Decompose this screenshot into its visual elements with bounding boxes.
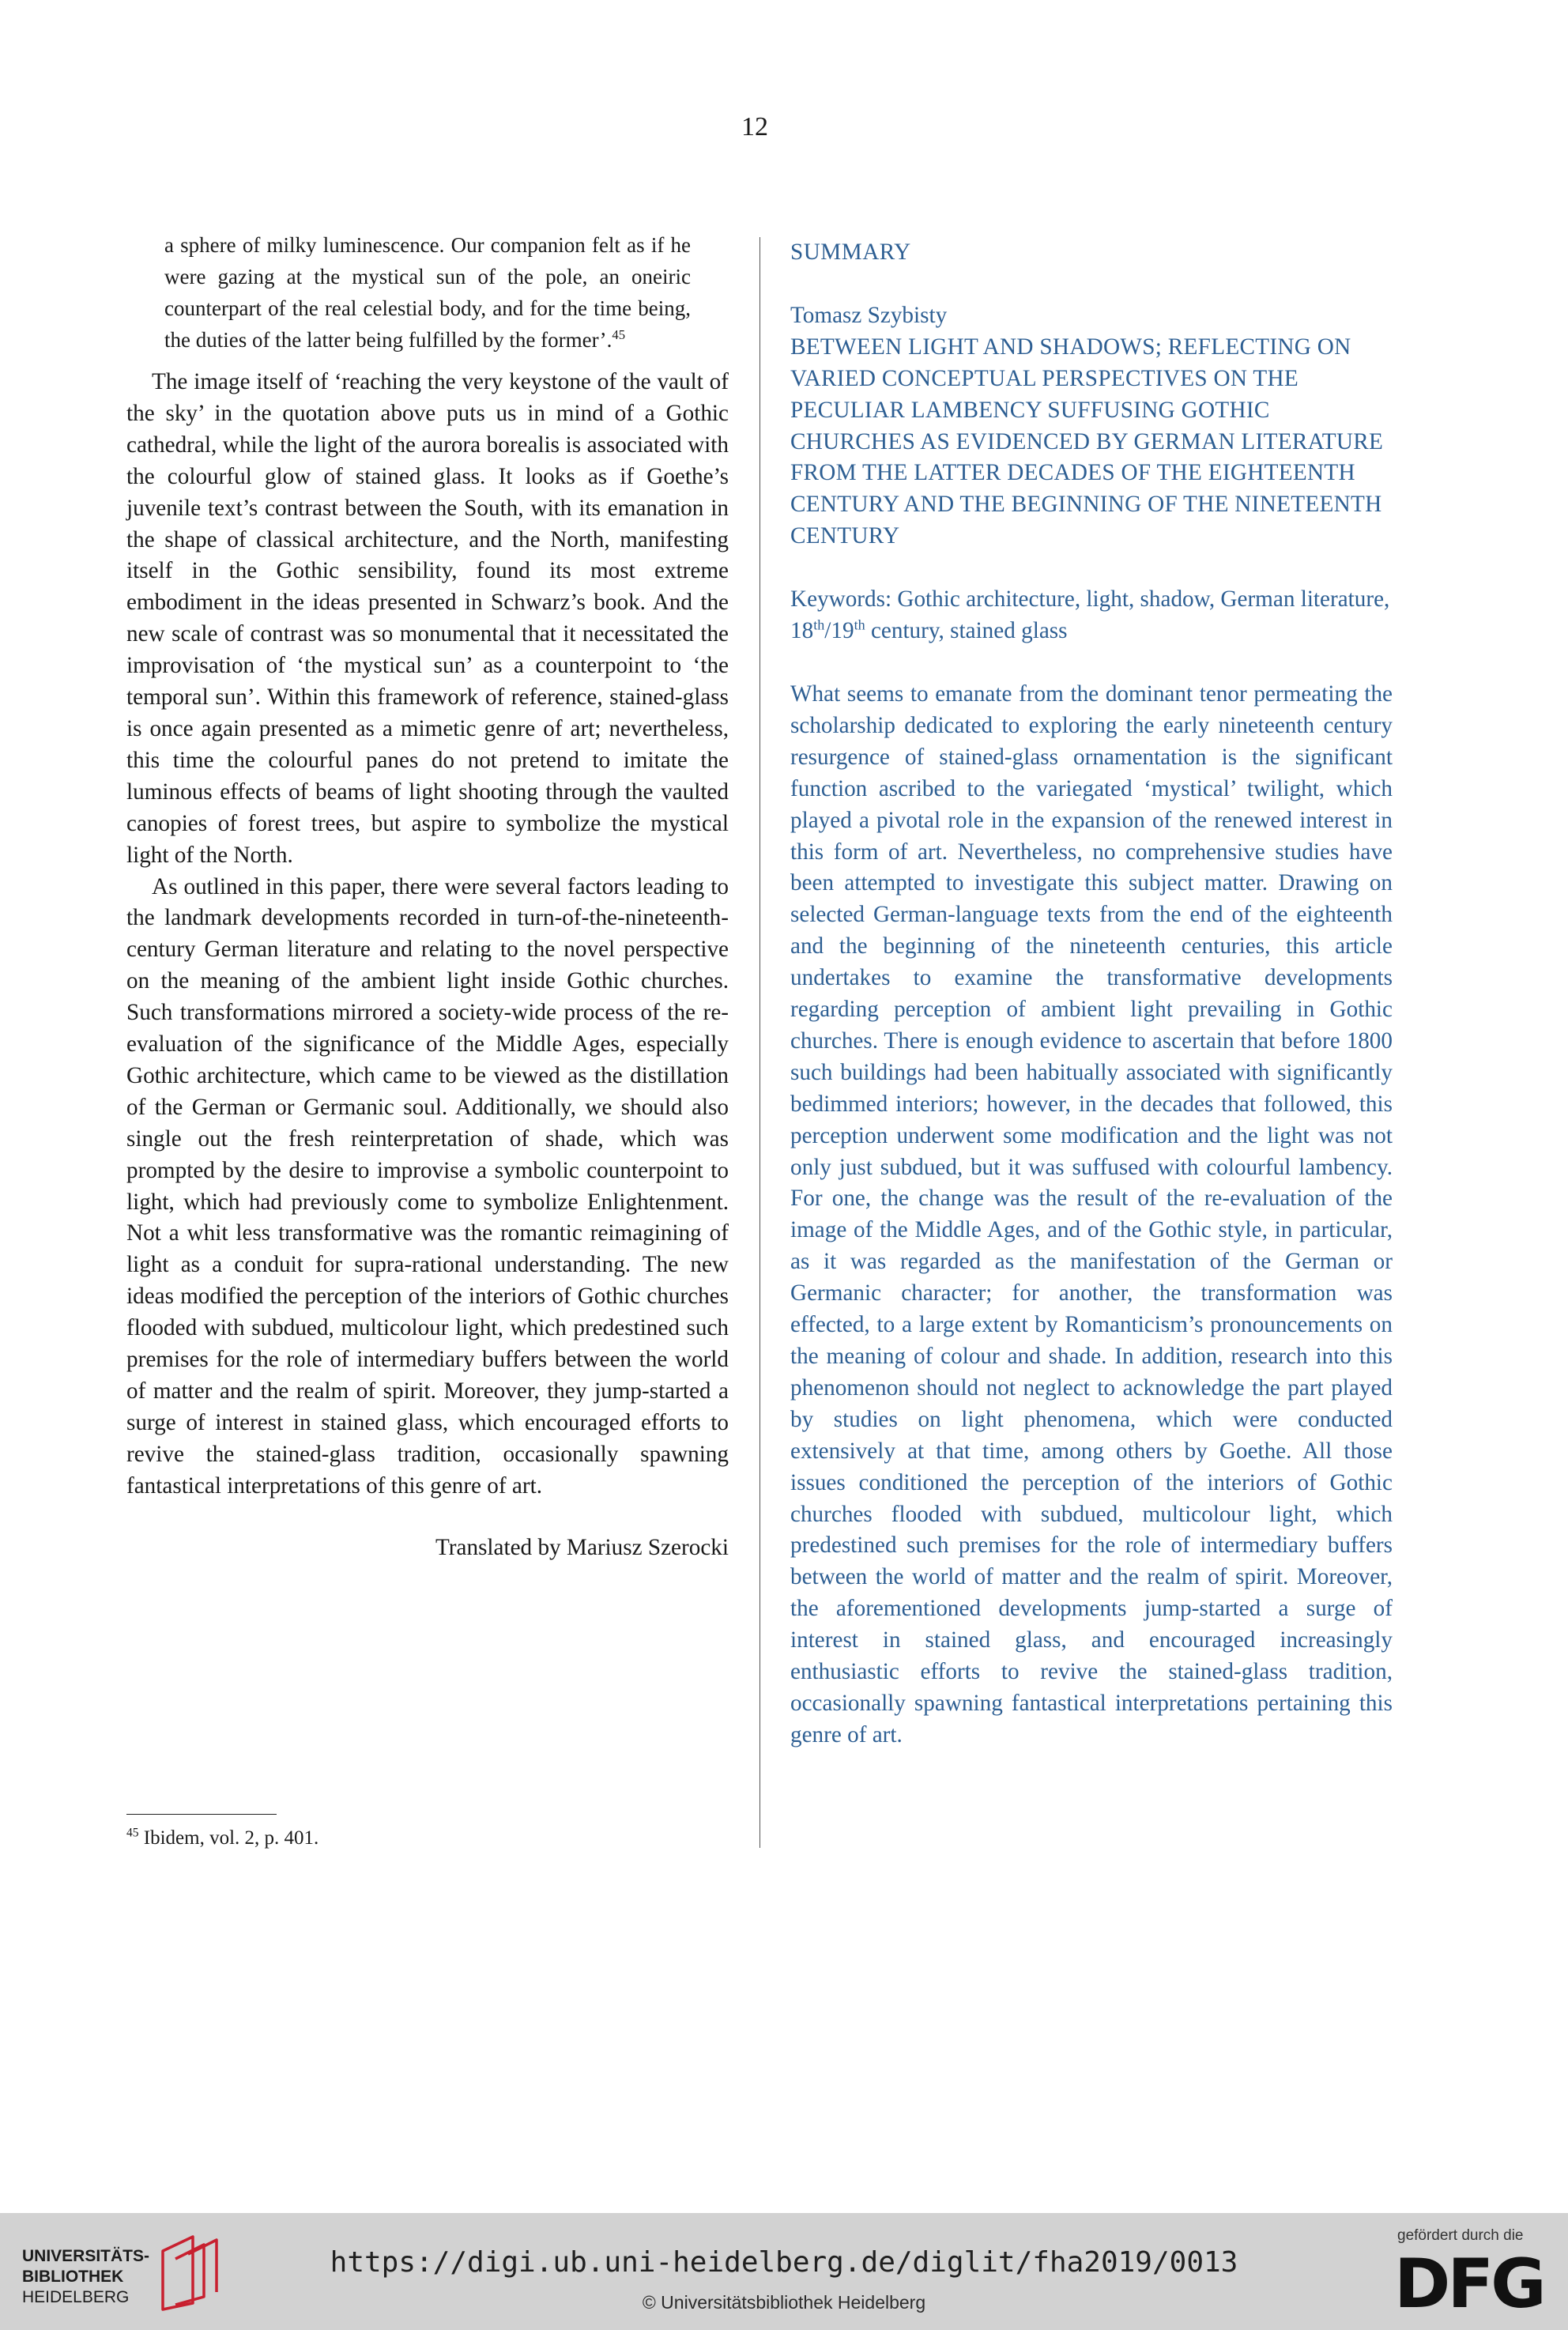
document-url[interactable]: https://digi.ub.uni-heidelberg.de/diglit/fha2019/0013 — [330, 2246, 1238, 2279]
page-number: 12 — [741, 112, 768, 141]
footnote-separator — [126, 1814, 277, 1815]
ordinal-suffix: th — [813, 616, 825, 633]
keywords-text: /19 — [824, 618, 854, 644]
funding-note: gefördert durch die — [1397, 2227, 1524, 2244]
summary-author: Tomasz Szybisty — [790, 302, 948, 328]
library-name-line: HEIDELBERG — [22, 2288, 130, 2306]
summary-heading: SUMMARY — [790, 239, 911, 265]
summary-keywords — [790, 584, 1393, 647]
quote-text: a sphere of milky luminescence. Our companion felt as if he were gazing at the mystical sun of the pole, an oneiric counterpart of the real celestial body, and for the time being, the duties of the latter being fulfilled by the former’. — [164, 233, 691, 352]
summary-title: BETWEEN LIGHT AND SHADOWS; REFLECTING ON VARIED CONCEPTUAL PERSPECTIVES ON THE PECULIAR LAMBENCY SUFFUSING GOTHIC CHURCHES AS EVIDENCED BY GERMAN LITERATURE FROM THE LATTER DECADES OF THE EIGHTEENTH CENTURY AND THE BEGINNING OF THE NINETEENTH CENTURY — [790, 334, 1384, 549]
footnote-number: 45 — [126, 1826, 139, 1840]
body-paragraph: The image itself of ‘reaching the very keystone of the vault of the sky’ in the quotation above puts us in mind of a Gothic cathedral, while the light of the aurora borealis is associated with the colourful glow of stained glass. It looks as if Goethe’s juvenile text’s contrast between the South, with its emanation in the shape of classical architecture, and the North, manifesting itself in the Gothic sensibility, found its most extreme embodiment in the ideas presented in Schwarz’s book. And the new scale of contrast was so monumental that it necessitated the improvisation of ‘the mystical sun’ as a counterpoint to ‘the temporal sun’. Within this framework of reference, stained-glass is once again presented as a mimetic genre of art; nevertheless, this time the colourful panes do not pretend to imitate the luminous effects of beams of light shooting through the vaulted canopies of forest trees, but aspire to symbolize the mystical light of the North. — [126, 369, 729, 868]
keywords-text: Keywords: Gothic architecture, light, shadow, German literature, 18 — [790, 586, 1390, 644]
footnote-text: Ibidem, vol. 2, p. 401. — [143, 1827, 319, 1849]
summary-column — [790, 237, 1393, 1751]
keywords-text: century, stained glass — [865, 618, 1068, 644]
library-name-line: BIBLIOTHEK — [22, 2268, 124, 2286]
block-quote — [164, 229, 691, 356]
dfg-logo: DFG — [1394, 2245, 1544, 2324]
footer-bar — [0, 2213, 1568, 2330]
copyright-notice: © Universitätsbibliothek Heidelberg — [642, 2292, 926, 2313]
translator-credit: Translated by Mariusz Szerocki — [435, 1534, 729, 1560]
body-paragraph: As outlined in this paper, there were several factors leading to the landmark developments recorded in turn-of-the-nineteenth-century German literature and relating to the novel perspective on the meaning of the ambient light inside Gothic churches. Such transformations mirrored a society-wide process of the re-evaluation of the significance of the Middle Ages, especially Gothic architecture, which came to be viewed as the distillation of the German or Germanic soul. Additionally, we should also single out the fresh reinterpretation of shade, which was prompted by the desire to improvise a symbolic counterpoint to light, which had previously come to symbolize Enlightenment. Not a whit less transformative was the romantic reimagining of light as a conduit for supra-rational understanding. The new ideas modified the perception of the interiors of Gothic churches flooded with subdued, multicolour light, which predestined such premises for the role of intermediary buffers between the world of matter and the realm of spirit. Moreover, they jump-started a surge of interest in stained glass, which encouraged efforts to revive the stained-glass tradition, occasionally spawning fantastical interpretations of this genre of art. — [126, 873, 729, 1499]
library-name-line: UNIVERSITÄTS- — [22, 2247, 150, 2265]
summary-abstract: What seems to emanate from the dominant tenor permeating the scholarship dedicated to exploring the early nineteenth century resurgence of stained-glass ornamentation is the significant function ascribed to the variegated ‘mystical’ twilight, which played a pivotal role in the expansion of the renewed interest in this form of art. Nevertheless, no comprehensive studies have been attempted to investigate this subject matter. Drawing on selected German-language texts from the end of the eighteenth and the beginning of the nineteenth centuries, this article undertakes to examine the transformative developments regarding perception of ambient light prevailing in Gothic churches. There is enough evidence to ascertain that before 1800 such buildings had been habitually associated with significantly bedimmed interiors; however, in the decades that followed, this perception underwent some modification and the light was not only just subdued, but it was suffused with colourful lambency. For one, the change was the result of the re-evaluation of the image of the Middle Ages, and of the Gothic style, in particular, as it was regarded as the manifestation of the German or Germanic character; for another, the transformation was effected, to a large extent by Romanticism’s pronouncements on the meaning of colour and shade. In addition, research into this phenomenon should not neglect to acknowledge the part played by studies on light phenomena, which were conducted extensively at that time, among others by Goethe. All those issues conditioned the perception of the interiors of Gothic churches flooded with subdued, multicolour light, which predestined such premises for the role of intermediary buffers between the world of matter and the realm of spirit. Moreover, the aforementioned developments jump-started a surge of interest in stained glass, and encouraged increasingly enthusiastic efforts to revive the stained-glass tradition, occasionally spawning fantastical interpretations pertaining this genre of art. — [790, 681, 1393, 1748]
ordinal-suffix: th — [854, 616, 865, 633]
main-text-column — [126, 229, 729, 1564]
footnote — [126, 1826, 318, 1851]
footnote-ref: 45 — [612, 327, 626, 342]
